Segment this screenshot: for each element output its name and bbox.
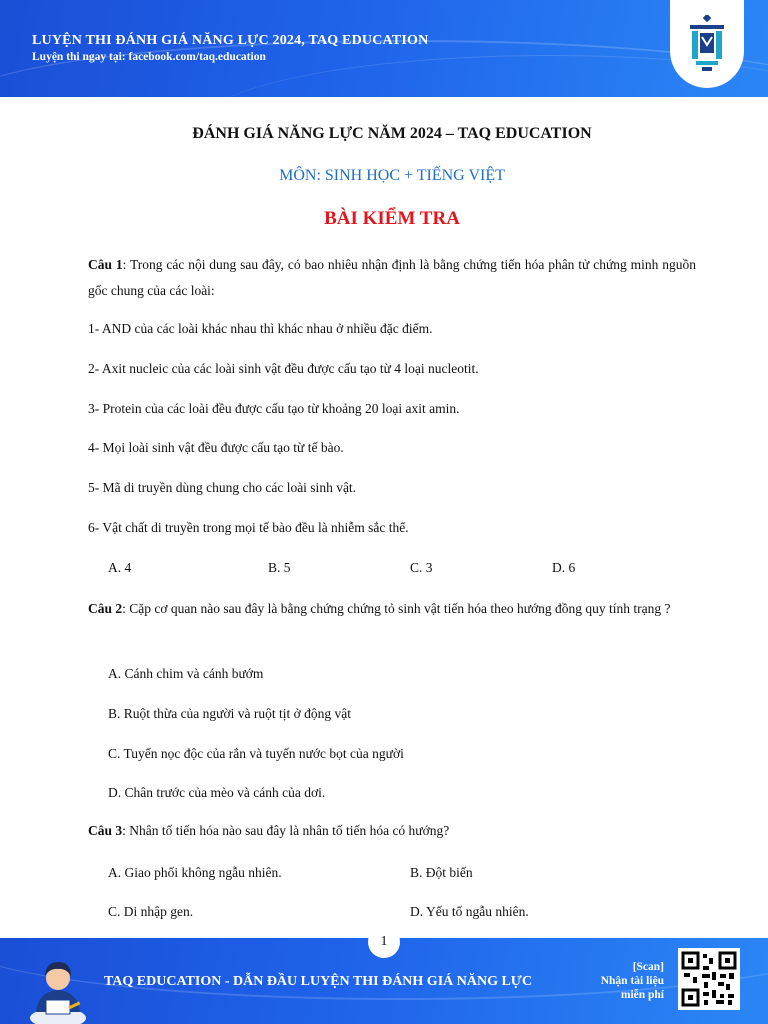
question-2-label: Câu 2	[88, 601, 123, 616]
footer-slogan: TAQ EDUCATION - DẪN ĐẦU LUYỆN THI ĐÁNH GIÁ NĂNG LỰC	[104, 974, 533, 989]
qr-code[interactable]	[678, 948, 740, 1010]
question-3	[88, 823, 449, 839]
taq-logo	[670, 0, 744, 88]
qr-code-icon	[678, 948, 740, 1010]
question-1-text: : Trong các nội dung sau đây, có bao nhiêu nhận định là bằng chứng tiến hóa phân tử chứng minh nguồn gốc chung của các loài:	[88, 257, 696, 298]
question-2-option-b: B. Ruột thừa của người và ruột tịt ở động vật	[108, 706, 352, 721]
question-2-option-a: A. Cánh chim và cánh bướm	[108, 666, 264, 681]
scan-line-1: [Scan]	[632, 961, 664, 973]
page-number: 1	[368, 926, 400, 958]
question-1-item: 6- Vật chất di truyền trong mọi tế bào đều là nhiễm sắc thể.	[88, 520, 409, 535]
test-title: BÀI KIỂM TRA	[324, 208, 460, 229]
question-1-option-a: A. 4	[108, 560, 132, 575]
question-1-item: 5- Mã di truyền dùng chung cho các loài sinh vật.	[88, 480, 357, 495]
question-1-item: 1- AND của các loài khác nhau thì khác nhau ở nhiều đặc điểm.	[88, 321, 433, 336]
document-title: ĐÁNH GIÁ NĂNG LỰC NĂM 2024 – TAQ EDUCATION	[192, 125, 592, 142]
question-2-option-d: D. Chân trước của mèo và cánh của dơi.	[108, 785, 326, 800]
question-2-text: : Cặp cơ quan nào sau đây là bằng chứng chứng tỏ sinh vật tiến hóa theo hướng đồng quy tính trạng ?	[122, 601, 671, 616]
question-1	[88, 252, 696, 304]
question-3-label: Câu 3	[88, 823, 123, 838]
logo-emblem-icon	[686, 15, 728, 73]
scan-label	[600, 960, 664, 1002]
question-2-option-c: C. Tuyến nọc độc của rắn và tuyến nước bọt của người	[108, 746, 404, 761]
question-3-option-a: A. Giao phối không ngẫu nhiên.	[108, 865, 282, 880]
page-header	[0, 0, 768, 97]
student-illustration-icon	[28, 952, 88, 1024]
question-1-option-c: C. 3	[410, 560, 433, 575]
question-1-item: 3- Protein của các loài đều được cấu tạo từ khoảng 20 loại axit amin.	[88, 401, 460, 416]
question-3-option-b: B. Đột biến	[410, 865, 473, 880]
question-2	[88, 596, 696, 622]
question-1-item: 2- Axit nucleic của các loài sinh vật đều được cấu tạo từ 4 loại nucleotit.	[88, 361, 479, 376]
question-3-option-c: C. Di nhập gen.	[108, 904, 194, 919]
question-1-option-d: D. 6	[552, 560, 576, 575]
subject-title: MÔN: SINH HỌC + TIẾNG VIỆT	[279, 167, 505, 184]
question-1-option-b: B. 5	[268, 560, 291, 575]
question-1-label: Câu 1	[88, 257, 123, 272]
question-3-text: : Nhân tố tiến hóa nào sau đây là nhân tố tiến hóa có hướng?	[122, 823, 450, 838]
header-subtitle[interactable]: Luyện thi ngay tại: facebook.com/taq.education	[32, 51, 266, 63]
question-3-option-d: D. Yếu tố ngẫu nhiên.	[410, 904, 529, 919]
scan-line-2: Nhận tài liệu	[600, 975, 664, 987]
question-1-item: 4- Mọi loài sinh vật đều được cấu tạo từ tế bào.	[88, 440, 344, 455]
scan-line-3: miễn phí	[620, 989, 664, 1001]
header-title: LUYỆN THI ĐÁNH GIÁ NĂNG LỰC 2024, TAQ EDUCATION	[32, 33, 429, 48]
